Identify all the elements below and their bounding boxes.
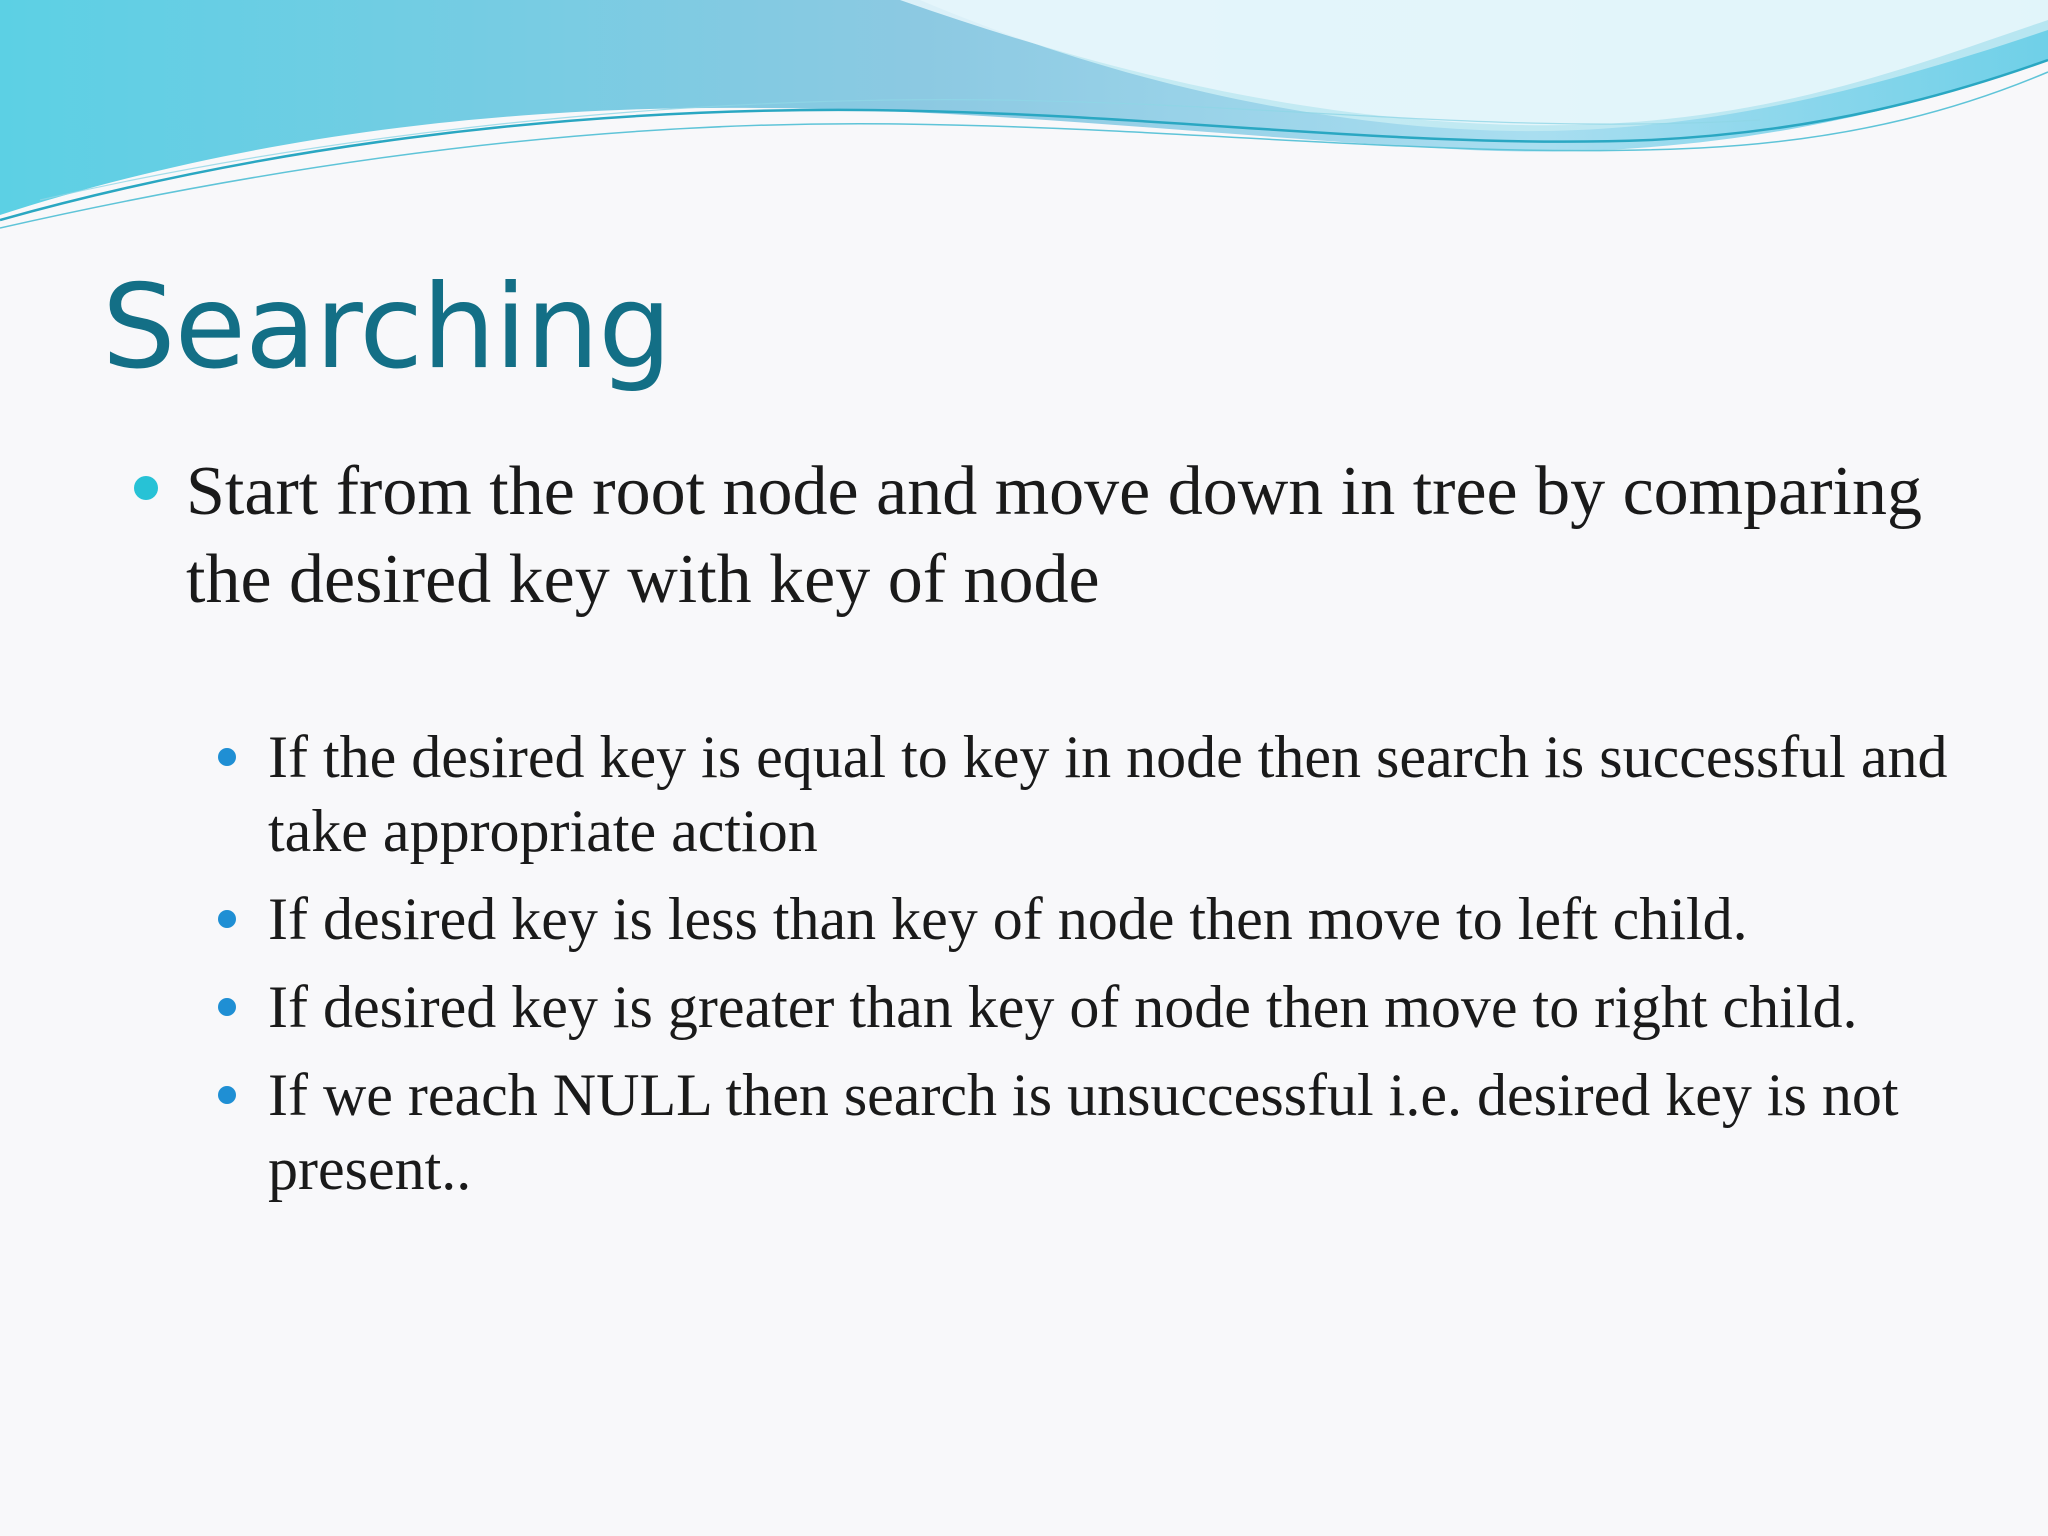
list-item-text: If the desired key is equal to key in node then search is successful and take appropriate action (268, 724, 1948, 864)
main-point-text: Start from the root node and move down in tree by comparing the desired key with key of node (186, 453, 1922, 618)
bullet-icon (218, 998, 236, 1016)
list-item (212, 720, 1948, 868)
list-item (212, 1058, 1948, 1206)
sub-bullet-list (212, 720, 1948, 1206)
bullet-icon (218, 1086, 236, 1104)
slide-title: Searching (102, 260, 671, 395)
list-item-text: If desired key is less than key of node then move to left child. (268, 886, 1748, 952)
list-item (212, 970, 1948, 1044)
header-wave-decoration (0, 0, 2048, 240)
bullet-icon (134, 476, 158, 500)
list-item-text: If we reach NULL then search is unsuccessful i.e. desired key is not present.. (268, 1062, 1899, 1202)
list-item-text: If desired key is greater than key of node then move to right child. (268, 974, 1858, 1040)
main-bullet-point (130, 448, 1930, 624)
bullet-icon (218, 748, 236, 766)
bullet-icon (218, 910, 236, 928)
slide-content (130, 448, 1948, 1220)
list-item (212, 882, 1948, 956)
